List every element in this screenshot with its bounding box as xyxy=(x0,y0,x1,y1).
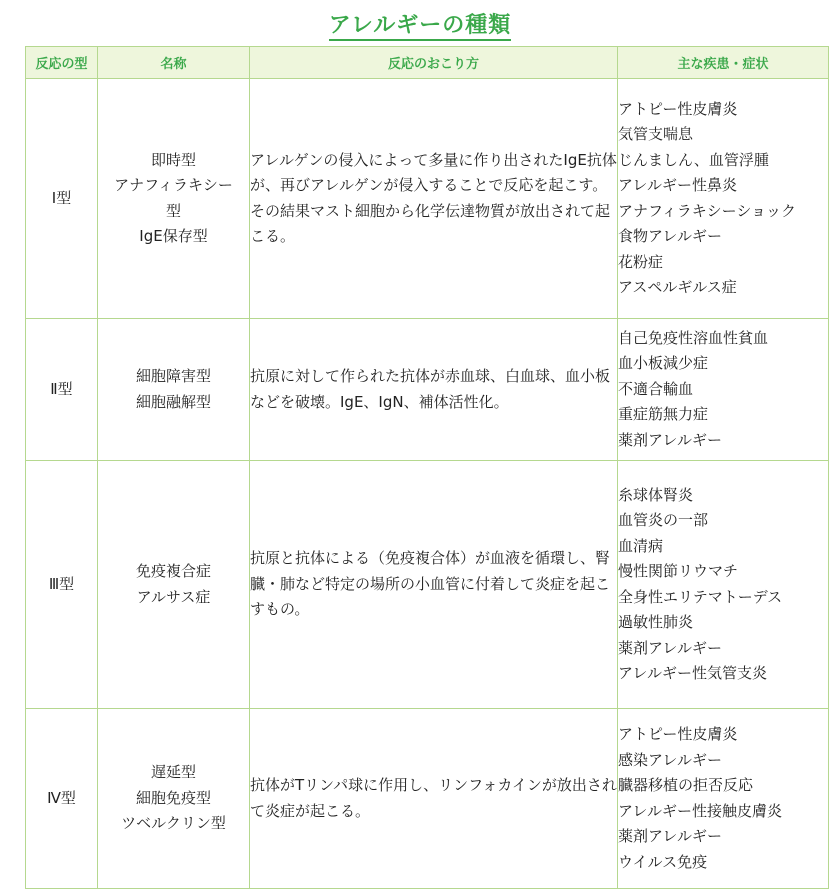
name-line: ツベルクリン型 xyxy=(121,814,226,833)
name-cell xyxy=(98,319,250,461)
disease-item: アトピー性皮膚炎 xyxy=(618,725,738,743)
disease-item: アナフィラキシーショック xyxy=(618,201,797,220)
name-line: 遅延型 xyxy=(150,763,196,782)
disease-item: アトピー性皮膚炎 xyxy=(618,99,738,118)
disease-item: 自己免疫性溶血性貧血 xyxy=(618,328,769,347)
diseases-cell xyxy=(618,79,829,319)
disease-item: 過敏性肺炎 xyxy=(618,613,694,631)
allergy-table xyxy=(25,46,829,889)
mechanism-cell: 抗原と抗体による（免疫複合体）が血液を循環し、腎臓・肺など特定の場所の小血管に付着して炎症を起こすもの。 xyxy=(250,461,618,709)
name-line: 即時型 xyxy=(150,150,196,169)
page-title xyxy=(0,8,840,39)
disease-item: アレルギー性鼻炎 xyxy=(618,176,738,194)
name-line: 細胞障害型 xyxy=(135,367,211,385)
name-line: 細胞融解型 xyxy=(135,392,211,411)
mechanism-cell: 抗体がTリンパ球に作用し、リンフォカインが放出されて炎症が起こる。 xyxy=(250,709,618,889)
mechanism-cell: 抗原に対して作られた抗体が赤血球、白血球、血小板などを破壊。IgE、IgN、補体活性化。 xyxy=(250,319,618,461)
header-row xyxy=(26,47,829,79)
disease-item: 慢性関節リウマチ xyxy=(618,562,739,580)
disease-item: 血管炎の一部 xyxy=(618,511,709,529)
name-cell xyxy=(98,461,250,709)
disease-item: 重症筋無力症 xyxy=(618,405,709,424)
disease-item: 糸球体腎炎 xyxy=(618,485,694,504)
type-cell: Ⅳ型 xyxy=(26,709,98,889)
disease-item: 花粉症 xyxy=(618,252,664,271)
name-line: アルサス症 xyxy=(136,587,211,606)
name-cell xyxy=(98,79,250,319)
type-cell: Ⅲ型 xyxy=(26,461,98,709)
name-line: 型 xyxy=(165,201,181,220)
name-line: アナフィラキシー xyxy=(114,176,233,194)
table-row xyxy=(26,461,829,709)
header-name: 名称 xyxy=(98,47,250,79)
disease-item: アスペルギルス症 xyxy=(618,278,737,296)
disease-item: アレルギー性気管支炎 xyxy=(618,664,768,682)
disease-item: 血清病 xyxy=(618,536,664,555)
disease-item: アレルギー性接触皮膚炎 xyxy=(618,801,783,820)
disease-item: 感染アレルギー xyxy=(618,750,723,769)
disease-item: 不適合輸血 xyxy=(618,379,694,398)
diseases-cell xyxy=(618,461,829,709)
type-cell: Ⅰ型 xyxy=(26,79,98,319)
disease-item: じんましん、血管浮腫 xyxy=(618,150,769,169)
table-row xyxy=(26,79,829,319)
diseases-cell xyxy=(618,319,829,461)
disease-item: 血小板減少症 xyxy=(618,354,709,373)
name-line: IgE保存型 xyxy=(139,227,208,245)
type-cell: Ⅱ型 xyxy=(26,319,98,461)
name-cell xyxy=(98,709,250,889)
disease-item: 臓器移植の拒否反応 xyxy=(618,776,754,794)
header-type: 反応の型 xyxy=(26,47,98,79)
header-mechanism: 反応のおこり方 xyxy=(250,47,618,79)
disease-item: 食物アレルギー xyxy=(618,227,723,245)
disease-item: ウイルス免疫 xyxy=(618,852,708,871)
disease-item: 薬剤アレルギー xyxy=(618,430,723,449)
table-row xyxy=(26,319,829,461)
disease-item: 全身性エリテマトーデス xyxy=(618,587,783,606)
page-title-text: アレルギーの種類 xyxy=(329,13,512,41)
diseases-cell xyxy=(618,709,829,889)
disease-item: 薬剤アレルギー xyxy=(618,638,723,657)
name-line: 細胞免疫型 xyxy=(135,788,211,807)
name-line: 免疫複合症 xyxy=(135,562,211,580)
disease-item: 気管支喘息 xyxy=(618,125,694,143)
mechanism-cell: アレルゲンの侵入によって多量に作り出されたIgE抗体が、再びアレルゲンが侵入することで反応を起こす。その結果マスト細胞から化学伝達物質が放出されて起こる。 xyxy=(250,79,618,319)
table-row xyxy=(26,709,829,889)
header-diseases: 主な疾患・症状 xyxy=(618,47,829,79)
disease-item: 薬剤アレルギー xyxy=(618,827,723,845)
